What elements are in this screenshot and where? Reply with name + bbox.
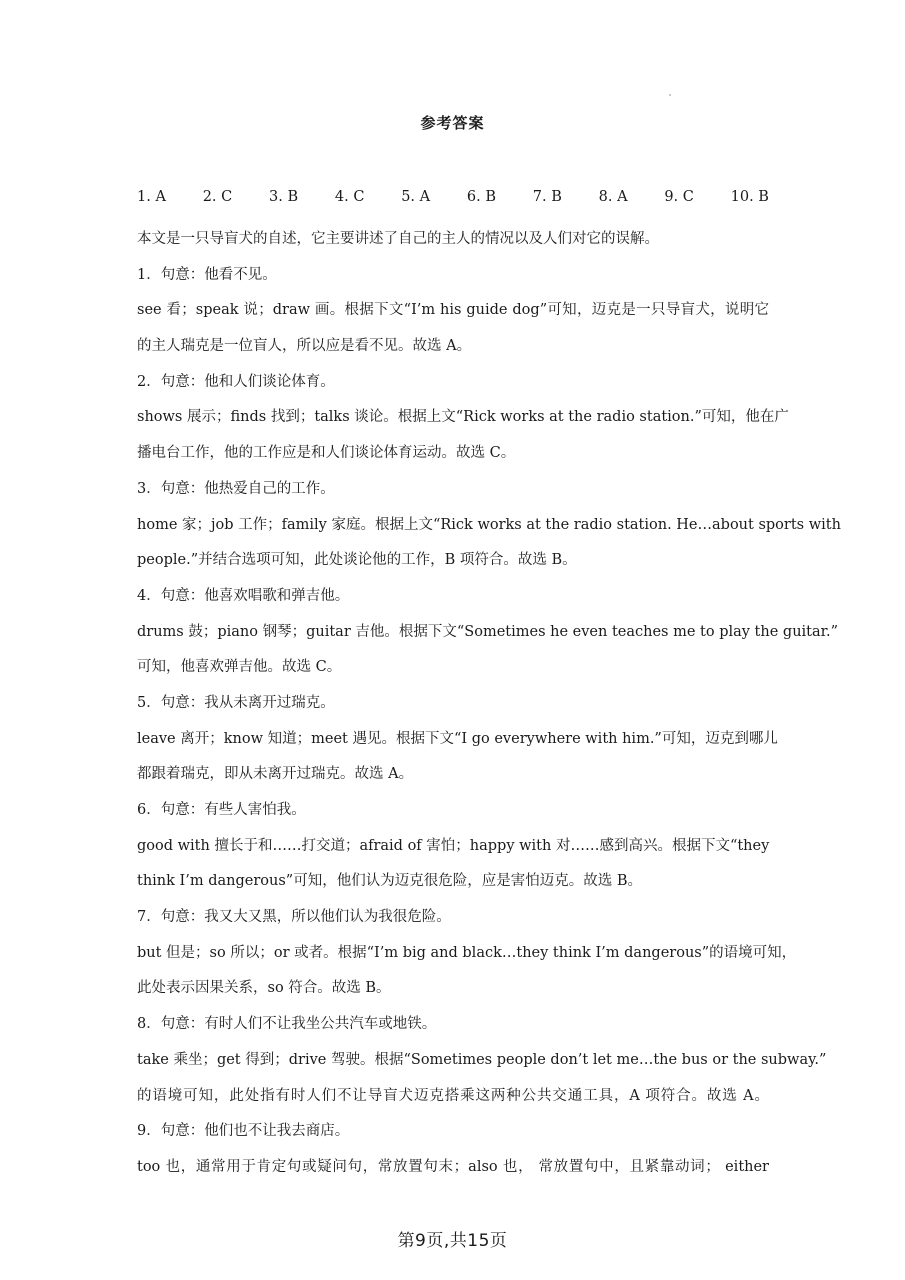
explanation-line: 5．句意：我从未离开过瑞克。 (137, 694, 335, 711)
explanation-line: drums 鼓；piano 钢琴；guitar 吉他。根据下文“Sometimes he even teaches me to play the guitar.” (137, 623, 839, 640)
explanation-line: 可知，他喜欢弹吉他。故选 C。 (137, 659, 342, 676)
explanation-line: 此处表示因果关系，so 符合。故选 B。 (137, 980, 391, 997)
explanation-line: 的语境可知，此处指有时人们不让导盲犬迈克搭乘这两种公共交通工具，A 项符合。故选 A。 (137, 1087, 769, 1104)
explanation-line: 6．句意：有些人害怕我。 (137, 802, 306, 818)
explanation-line: 本文是一只导盲犬的自述，它主要讲述了自己的主人的情况以及人们对它的误解。 (137, 231, 659, 247)
answer-10: 10. B (730, 189, 769, 205)
explanation-line: 8．句意：有时人们不让我坐公共汽车或地铁。 (137, 1016, 437, 1033)
explanation-body (137, 222, 841, 1186)
explanation-line: take 乘坐；get 得到；drive 驾驶。根据“Sometimes people don’t let me…the bus or the subway.” (137, 1051, 827, 1068)
page-number: 第9页,共15页 (397, 1231, 508, 1251)
explanation-line: see 看；speak 说；draw 画。根据下文“I’m his guide dog”可知，迈克是一只导盲犬，说明它 (137, 302, 769, 319)
explanation-line: but 但是；so 所以；or 或者。根据“I’m big and black…they think I’m dangerous”的语境可知， (137, 944, 797, 961)
answer-9: 9. C (664, 189, 694, 205)
explanation-line: shows 展示；finds 找到；talks 谈论。根据上文“Rick works at the radio station.”可知，他在广 (137, 409, 789, 426)
answer-3: 3. B (269, 189, 299, 205)
explanation-line: 7．句意：我又大又黑，所以他们认为我很危险。 (137, 909, 451, 926)
explanation-line: too 也，通常用于肯定句或疑问句，常放置句末；also 也， 常放置句中，且紧靠动词； either (137, 1158, 769, 1175)
answer-7: 7. B (532, 189, 562, 205)
explanation-line: leave 离开；know 知道；meet 遇见。根据下文“I go everywhere with him.”可知，迈克到哪儿 (137, 730, 778, 747)
answer-4: 4. C (334, 189, 365, 205)
explanation-line: think I’m dangerous”可知，他们认为迈克很危险，应是害怕迈克。故选 B。 (137, 873, 642, 890)
page-title: 参考答案 (420, 114, 485, 132)
explanation-line: people.”并结合选项可知，此处谈论他的工作，B 项符合。故选 B。 (137, 552, 577, 569)
explanation-line: 1．句意：他看不见。 (137, 266, 277, 283)
answer-2: 2. C (202, 189, 233, 205)
explanation-line: 的主人瑞克是一位盲人，所以应是看不见。故选 A。 (137, 338, 472, 355)
explanation-line: 播电台工作，他的工作应是和人们谈论体育运动。故选 C。 (137, 445, 516, 462)
scan-speck (669, 94, 671, 96)
explanation-line: 都跟着瑞克，即从未离开过瑞克。故选 A。 (137, 766, 414, 783)
explanation-line: 2．句意：他和人们谈论体育。 (137, 373, 335, 390)
explanation-line: home 家；job 工作；family 家庭。根据上文“Rick works at the radio station. He…about sports with (137, 516, 841, 533)
explanation-line: 3．句意：他热爱自己的工作。 (137, 480, 335, 497)
answer-5: 5. A (401, 189, 431, 205)
explanation-line: good with 擅长于和……打交道；afraid of 害怕；happy with 对……感到高兴。根据下文“they (137, 837, 770, 854)
answer-8: 8. A (598, 189, 628, 205)
answer-1: 1. A (137, 189, 166, 205)
explanation-line: 4．句意：他喜欢唱歌和弹吉他。 (137, 587, 350, 604)
answer-key-row (137, 189, 769, 205)
answer-6: 6. B (466, 189, 496, 205)
explanation-line: 9．句意：他们也不让我去商店。 (137, 1123, 350, 1140)
